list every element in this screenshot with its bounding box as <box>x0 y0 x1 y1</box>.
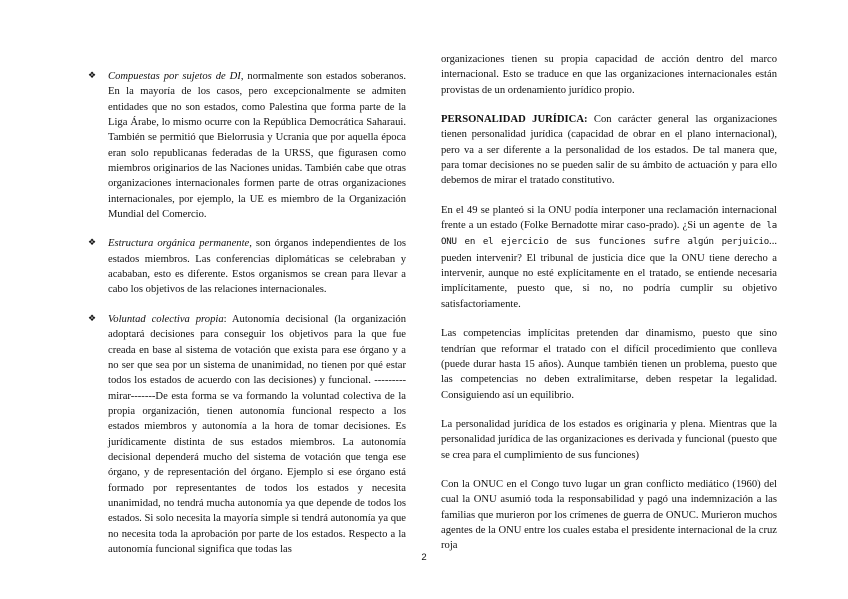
bullet-term: Estructura orgánica permanente <box>108 238 250 250</box>
bullet-term: Compuestas por sujetos de DI <box>108 71 241 82</box>
onu-claim-text-start: En el 49 se planteó si la ONU podía interponer una reclamación internacional frente a un estado (Folke Bernadotte mirar caso-prado). ¿Si un <box>441 204 777 232</box>
diamond-bullet-icon: ❖ <box>88 313 97 324</box>
onuc-paragraph: Con la ONUC en el Congo tuvo lugar un gran conflicto mediático (1960) del cual la ONU asumió toda la responsabilidad y pagó una indemnización a las familias que murieron por los crímenes de guerra de ONUC. Murieron muchos agentes de la ONU entre los cuales estaba el presidente internacional de la cruz roja <box>441 478 777 552</box>
bullet-text: , normalmente son estados soberanos. En la mayoría de los casos, pero excepcionalmente se admiten entidades que no son estados, como Palestina que forma parte de la Liga Árabe, lo mismo ocurre con la República Democrática Saharaui. También se permitió que Bielorrusia y Ucrania que por aquella época eran solo republicanas federadas de la URSS, que figurasen como miembros originarios de las Naciones unidas. También cabe que otras organizaciones internacionales formen parte de otras organizaciones internacionales, por ejemplo, la UE es miembro de la Organización Mundial del Comercio. <box>108 71 406 221</box>
left-column <box>88 69 407 571</box>
page-number: 2 <box>421 552 427 563</box>
section-heading: PERSONALIDAD JURÍDICA: <box>441 114 588 126</box>
bullet-estructura <box>88 236 407 297</box>
personalidad-text: Con carácter general las organizaciones tienen personalidad jurídica (capacidad de obrar en el plano internacional), pero va a ser diferente a la personalidad de los estados. De tal manera que, para tomar decisiones no se pueden salir de su ámbito de actuación y para ello debemos de mirar el tratado constitutivo. <box>441 114 777 187</box>
diamond-bullet-icon: ❖ <box>88 71 97 81</box>
competencias-paragraph: Las competencias implícitas pretenden dar dinamismo, puesto que sino tendrían que reformar el tratado con el difícil procedimiento que conlleva (puede durar hasta 15 años). Aunque también tienen un problema, puesto que las competencias no deben extralimitarse, deben respetar la legalidad. Consiguiendo así un equilibrio. <box>441 328 777 401</box>
bullet-compuestas <box>88 69 406 222</box>
bullet-text: , son órganos independientes de los estados miembros. Las conferencias diplomáticas se celebraban y acababan, esto es diferente. Estos organismos se crean para llevar a cabo los objetivos de las relaciones internacionales. <box>108 238 407 296</box>
personalidad-estados-paragraph: La personalidad jurídica de los estados es originaria y plena. Mientras que la personalidad jurídica de las organizaciones es derivada y funcional (puesto que se crea para el cumplimiento de sus funciones) <box>441 418 777 461</box>
bullet-term: Voluntad colectiva propia <box>108 313 224 325</box>
bullet-text: : Autonomía decisional (la organización adoptará decisiones para conseguir los objetivos para la que fue creada en base al sistema de votación que exista para ese órgano y a no ser que sea por un sistema de unanimidad, no tienen por qué estar todos los estados de acuerdo con las decisiones) y funcional. ---------mirar-------De esta forma se va formando la voluntad colectiva de la propia organización, tienen autonomía funcional respecto a los estados miembros y autonomía a la hora de tomar decisiones. Es jurídicamente distinta de sus estados miembros. La autonomía decisional dependerá mucho del sistema de votación que tenga ese órgano, y de representación del órgano. Ejemplo si ese órgano está formado por representantes de todos los estados y necesita unanimidad, no tendrá mucha autonomía ya que depende de todos los estados. Si solo necesita la mayoría simple si tendrá autonomía ya que no necesita toda la aprobación por parte de los estados. Respecto a la autonomía funcional significa que todas las <box>108 313 406 555</box>
personalidad-paragraph <box>441 112 777 189</box>
right-column <box>441 52 777 568</box>
bullet-voluntad <box>88 312 406 558</box>
onu-claim-paragraph <box>441 203 777 312</box>
onu-claim-text-end: ... pueden intervenir? El tribunal de justicia dice que la ONU tiene derecho a intervenir, aunque no esté explícitamente en el tratado, se entiende necesaria implícitamente, puesto que, si no, no podría cumplir su objetivo satisfactoriamente. <box>441 236 777 310</box>
continuation-paragraph: organizaciones tienen su propia capacidad de acción dentro del marco internacional. Esto se traduce en que las organizaciones internacionales están provistas de un ordenamiento jurídico propio. <box>441 54 777 96</box>
diamond-bullet-icon: ❖ <box>88 238 97 249</box>
onu-claim-highlight: agente de la ONU en el ejercicio de sus funciones sufre algún perjuicio <box>441 221 777 248</box>
